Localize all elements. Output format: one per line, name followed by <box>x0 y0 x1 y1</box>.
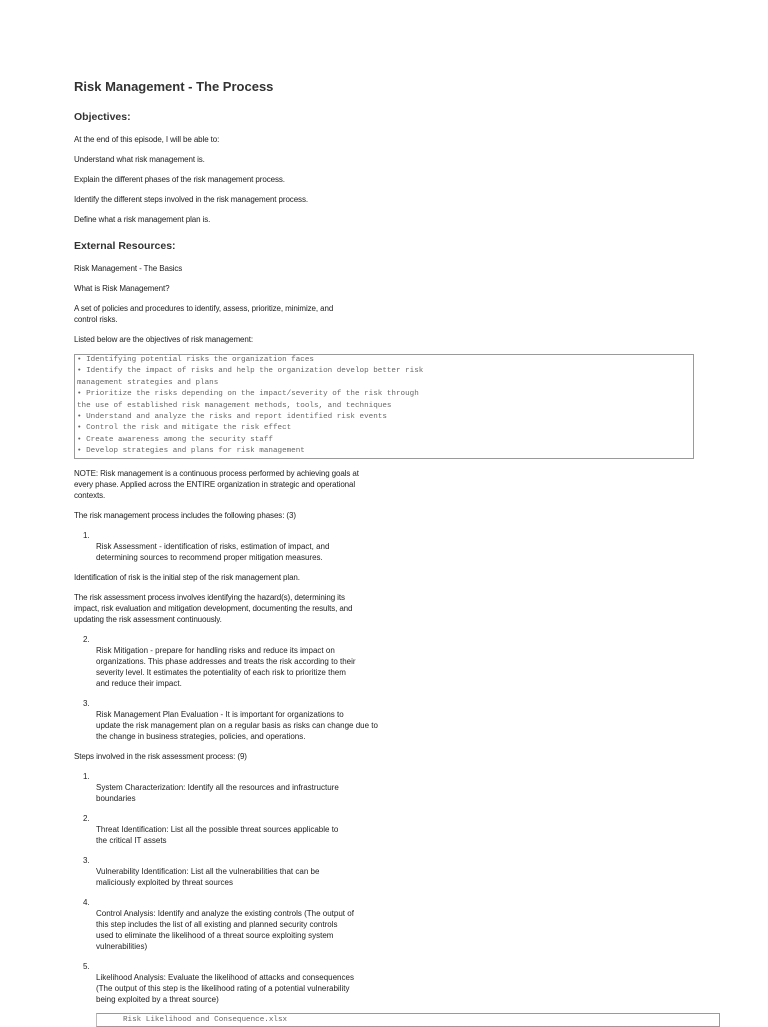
phases-intro: The risk management process includes the following phases: (3) <box>74 510 296 520</box>
phases-list-continued <box>74 634 704 742</box>
code-line: management strategies and plans <box>77 378 219 387</box>
page-title: Risk Management - The Process <box>74 79 274 94</box>
code-line: • Create awareness among the security staff <box>77 435 273 444</box>
objectives-code-block <box>74 354 694 459</box>
code-line: • Understand and analyze the risks and report identified risk events <box>77 413 387 422</box>
list-item-text: Control Analysis: Identify and analyze the existing controls (The output of this step includes the list of all existing and planned security controls used to eliminate the likelihood of a threat source exploiting system vulnerabilities) <box>96 908 354 951</box>
assessment-paragraph: The risk assessment process involves identifying the hazard(s), determining its impact, risk evaluation and mitigation development, documenting the results, and updating the risk assessment continuously. <box>74 592 353 624</box>
list-item <box>74 698 406 742</box>
resource-question: What is Risk Management? <box>74 284 170 293</box>
document-page <box>74 78 704 1027</box>
list-item-text: Risk Management Plan Evaluation - It is important for organizations to update the risk management plan on a regular basis as risks can change due to the change in business strategies, policies, and operations. <box>96 709 378 741</box>
objective-item: Explain the different phases of the risk management process. <box>74 175 285 184</box>
objectives-list-intro: Listed below are the objectives of risk management: <box>74 335 253 344</box>
list-number: 2. <box>83 634 90 644</box>
code-line: the use of established risk management methods, tools, and techniques <box>77 401 392 410</box>
list-item-text: Vulnerability Identification: List all the vulnerabilities that can be maliciously exploited by threat sources <box>96 866 320 887</box>
list-number: 2. <box>83 813 90 823</box>
objective-item: Define what a risk management plan is. <box>74 215 211 224</box>
list-number: 1. <box>83 771 90 781</box>
list-item <box>74 530 406 563</box>
list-item <box>74 771 406 804</box>
phases-list <box>74 530 704 563</box>
external-resources-heading: External Resources: <box>74 240 176 252</box>
list-item <box>74 855 406 888</box>
list-item-text: Threat Identification: List all the possible threat sources applicable to the critical IT assets <box>96 824 339 845</box>
list-item <box>74 813 406 846</box>
list-number: 3. <box>83 855 90 865</box>
list-number: 1. <box>83 530 90 540</box>
attachment-link[interactable]: Risk Likelihood and Consequence.xlsx <box>96 1013 720 1027</box>
steps-intro: Steps involved in the risk assessment process: (9) <box>74 751 247 761</box>
note-paragraph: NOTE: Risk management is a continuous process performed by achieving goals at every phase. Applied across the ENTIRE organization in strategic and operational contexts. <box>74 468 359 500</box>
code-line: • Identifying potential risks the organization faces <box>77 356 314 364</box>
resource-title: Risk Management - The Basics <box>74 264 183 273</box>
objective-item: Identify the different steps involved in the risk management process. <box>74 195 308 204</box>
list-number: 5. <box>83 961 90 971</box>
code-line: • Develop strategies and plans for risk management <box>77 447 305 456</box>
list-item-text: System Characterization: Identify all the resources and infrastructure boundaries <box>96 782 339 803</box>
objectives-intro: At the end of this episode, I will be able to: <box>74 135 220 144</box>
code-line: • Prioritize the risks depending on the impact/severity of the risk through <box>77 390 419 399</box>
code-line: • Identify the impact of risks and help the organization develop better risk <box>77 367 424 376</box>
list-number: 4. <box>83 897 90 907</box>
list-item <box>74 897 406 952</box>
code-line: • Control the risk and mitigate the risk effect <box>77 424 292 433</box>
list-item-text: Risk Assessment - identification of risks, estimation of impact, and determining sources to recommend proper mitigation measures. <box>96 541 330 562</box>
list-item <box>74 634 406 689</box>
list-number: 3. <box>83 698 90 708</box>
objectives-heading: Objectives: <box>74 111 131 123</box>
steps-list <box>74 771 704 1005</box>
list-item-text: Risk Mitigation - prepare for handling risks and reduce its impact on organizations. This phase addresses and treats the risk according to their severity level. It estimates the potentiality of each risk to prioritize them and reduce their impact. <box>96 645 356 688</box>
list-item <box>74 961 406 1005</box>
list-item-text: Likelihood Analysis: Evaluate the likelihood of attacks and consequences (The output of this step is the likelihood rating of a potential vulnerability being exploited by a threat source) <box>96 972 354 1004</box>
risk-management-definition: A set of policies and procedures to identify, assess, prioritize, minimize, and control risks. <box>74 304 334 324</box>
identification-paragraph: Identification of risk is the initial step of the risk management plan. <box>74 572 300 582</box>
objective-item: Understand what risk management is. <box>74 155 205 164</box>
